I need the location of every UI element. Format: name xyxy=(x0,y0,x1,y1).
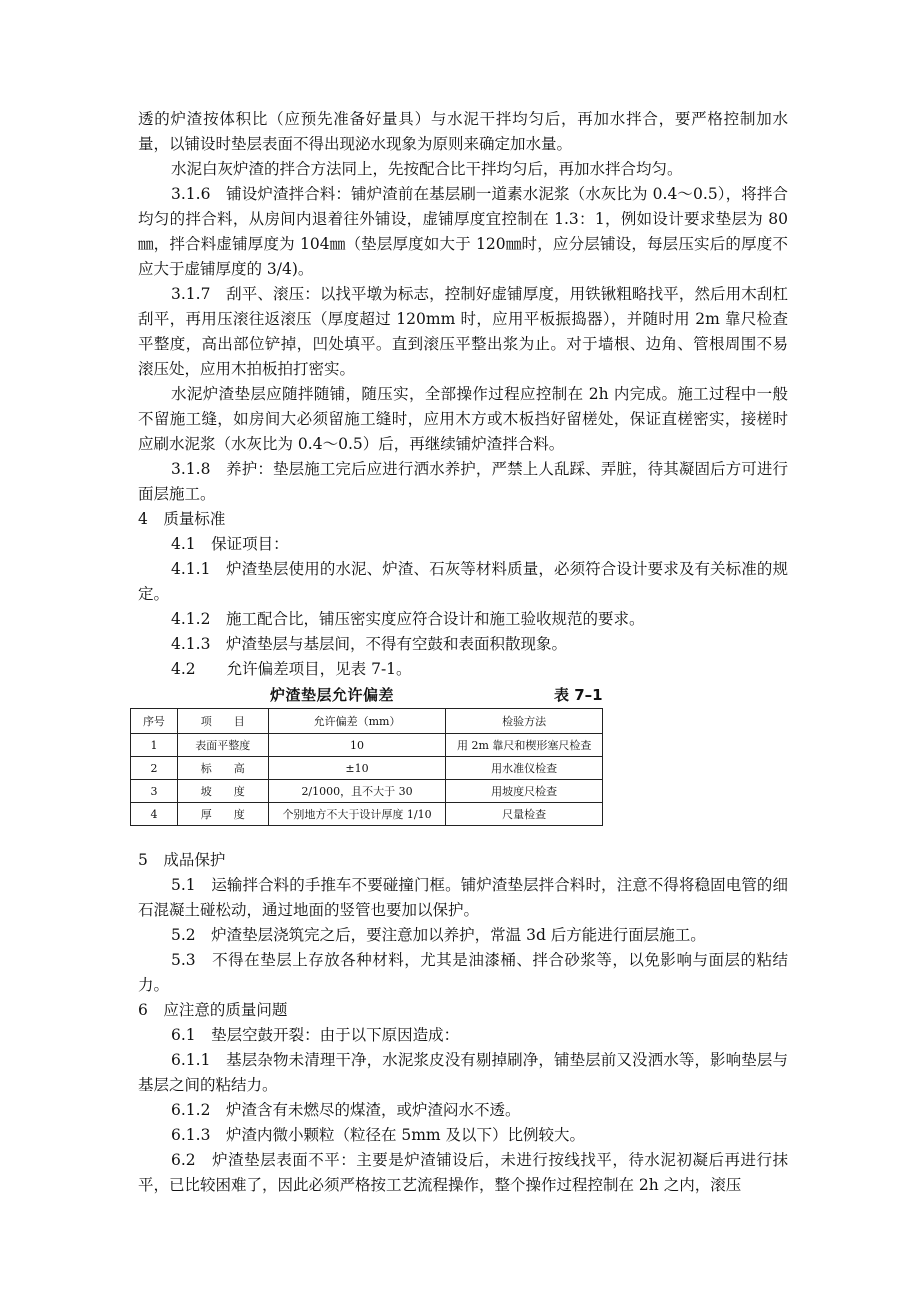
table-title: 炉渣垫层允许偏差 xyxy=(270,686,395,704)
paragraph: 5.3 不得在垫层上存放各种材料，尤其是油漆桶、拌合砂浆等，以免影响与面层的粘结力。 xyxy=(138,951,788,994)
tolerance-table xyxy=(130,708,603,826)
paragraph: 透的炉渣按体积比（应预先准备好量具）与水泥干拌均匀后，再加水拌合，要严格控制加水量，以铺设时垫层表面不得出现泌水现象为原则来确定加水量。 xyxy=(138,110,788,153)
section-heading: 5 成品保护 xyxy=(138,851,226,869)
table-cell: ±10 xyxy=(268,757,446,780)
paragraphs-top xyxy=(138,107,788,682)
table-row xyxy=(131,757,603,780)
table-cell: 用 2m 靠尺和楔形塞尺检查 xyxy=(446,734,603,757)
paragraph: 6.1.2 炉渣含有未燃尽的煤渣，或炉渣闷水不透。 xyxy=(171,1101,521,1119)
table-cell: 厚 度 xyxy=(177,803,268,826)
table-cell: 尺量检查 xyxy=(446,803,603,826)
header-cell: 检验方法 xyxy=(446,709,603,734)
paragraph: 4.1 保证项目： xyxy=(171,535,289,553)
paragraph: 4.1.1 炉渣垫层使用的水泥、炉渣、石灰等材料质量，必须符合设计要求及有关标准的规定。 xyxy=(138,560,788,603)
paragraph: 水泥白灰炉渣的拌合方法同上，先按配合比干拌均匀后，再加水拌合均匀。 xyxy=(171,160,683,178)
paragraph: 6.1.1 基层杂物未清理干净，水泥浆皮没有剔掉刷净，铺垫层前又没洒水等，影响垫层与基层之间的粘结力。 xyxy=(138,1051,788,1094)
paragraph: 3.1.7 刮平、滚压：以找平墩为标志，控制好虚铺厚度，用铁锹粗略找平，然后用木刮杠刮平，再用压滚往返滚压（厚度超过 120mm 时，应用平板振捣器），并随时用 2m 靠尺检查平整度，高出部位铲掉，凹处填平。直到滚压平整出浆为止。对于墙根、边角、管根周围不易滚压处，应用木拍板拍打密实。 xyxy=(138,285,788,378)
paragraph: 5.2 炉渣垫层浇筑完之后，要注意加以养护，常温 3d 后方能进行面层施工。 xyxy=(171,926,706,944)
table-row xyxy=(131,734,603,757)
paragraph: 3.1.6 铺设炉渣拌合料：铺炉渣前在基层刷一道素水泥浆（水灰比为 0.4～0.5），将拌合均匀的拌合料，从房间内退着往外铺设，虚铺厚度宜控制在 1.3：1，例如设计要求垫层为 80㎜，拌合料虚铺厚度为 104㎜（垫层厚度如大于 120㎜时，应分层铺设，每层压实后的厚度不应大于虚铺厚度的 3/4)。 xyxy=(138,185,788,278)
table-cell: 标 高 xyxy=(177,757,268,780)
header-cell: 项 目 xyxy=(177,709,268,734)
table-cell: 个别地方不大于设计厚度 1/10 xyxy=(268,803,446,826)
table-caption xyxy=(138,682,788,708)
table-cell: 用坡度尺检查 xyxy=(446,780,603,803)
paragraph: 4.2 允许偏差项目，见表 7-1。 xyxy=(171,660,412,678)
table-number: 表 7–1 xyxy=(554,686,603,704)
paragraph: 水泥炉渣垫层应随拌随铺，随压实，全部操作过程应控制在 2h 内完成。施工过程中一般不留施工缝，如房间大必须留施工缝时，应用木方或木板挡好留槎处，保证直槎密实，接槎时应刷水泥浆（水灰比为 0.4～0.5）后，再继续铺炉渣拌合料。 xyxy=(138,385,788,453)
table-cell: 坡 度 xyxy=(177,780,268,803)
section-heading: 6 应注意的质量问题 xyxy=(138,1001,288,1019)
section-heading: 4 质量标准 xyxy=(138,510,226,528)
table-row xyxy=(131,780,603,803)
table-header-row xyxy=(131,709,603,734)
paragraphs-bottom xyxy=(138,848,788,1198)
paragraph: 6.2 炉渣垫层表面不平：主要是炉渣铺设后，未进行按线找平，待水泥初凝后再进行抹平，已比较困难了，因此必须严格按工艺流程操作，整个操作过程控制在 2h 之内，滚压 xyxy=(138,1151,788,1194)
document-body xyxy=(138,107,788,1198)
paragraph: 5.1 运输拌合料的手推车不要碰撞门框。铺炉渣垫层拌合料时，注意不得将稳固电管的细石混凝土碰松动，通过地面的竖管也要加以保护。 xyxy=(138,876,788,919)
paragraph: 6.1 垫层空鼓开裂：由于以下原因造成： xyxy=(171,1026,460,1044)
header-cell: 允许偏差（mm） xyxy=(268,709,446,734)
table-cell: 2/1000，且不大于 30 xyxy=(268,780,446,803)
table-cell: 4 xyxy=(131,803,178,826)
table-cell: 3 xyxy=(131,780,178,803)
table-cell: 表面平整度 xyxy=(177,734,268,757)
table-cell: 用水准仪检查 xyxy=(446,757,603,780)
header-cell: 序号 xyxy=(131,709,178,734)
table-cell: 1 xyxy=(131,734,178,757)
table-cell: 2 xyxy=(131,757,178,780)
paragraph: 4.1.2 施工配合比，铺压密实度应符合设计和施工验收规范的要求。 xyxy=(171,610,645,628)
paragraph: 3.1.8 养护：垫层施工完后应进行洒水养护，严禁上人乱踩、弄脏，待其凝固后方可进行面层施工。 xyxy=(138,460,788,503)
paragraph: 4.1.3 炉渣垫层与基层间，不得有空鼓和表面积散现象。 xyxy=(171,635,567,653)
paragraph: 6.1.3 炉渣内微小颗粒（粒径在 5mm 及以下）比例较大。 xyxy=(171,1126,586,1144)
table-row xyxy=(131,803,603,826)
table-cell: 10 xyxy=(268,734,446,757)
